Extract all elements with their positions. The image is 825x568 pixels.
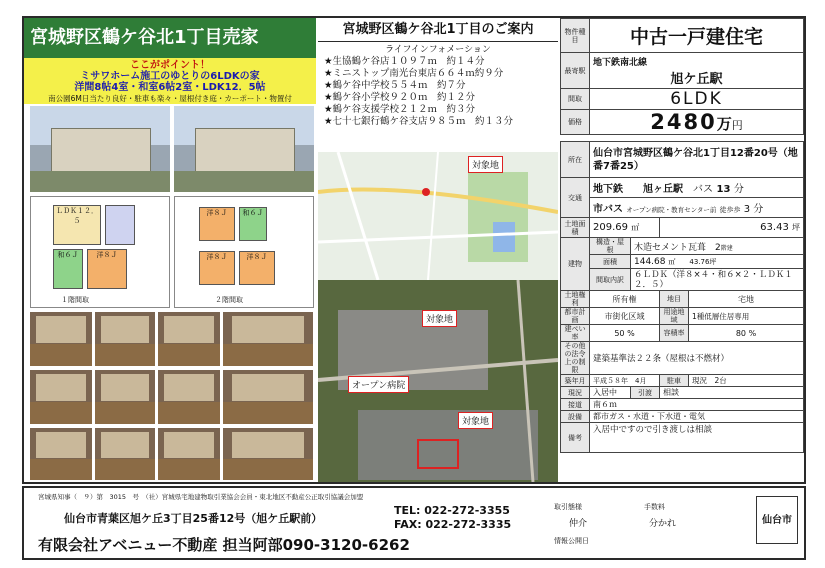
coverage-unit: % — [627, 328, 635, 338]
property-spec-panel — [560, 18, 804, 482]
label-structure: 構造・屋根 — [590, 238, 631, 255]
aerial-photo — [318, 280, 558, 482]
room-yoma-2f-1: 洋８Ｊ — [199, 207, 235, 241]
land-value: 209.69 — [593, 222, 628, 233]
interior-photo — [223, 312, 313, 366]
fee-value: 分かれ — [649, 519, 677, 529]
highlight-line1: ミサワホーム施工のゆとりの6LDKの家 — [80, 71, 260, 82]
floorplan-caption-1: １階間取 — [61, 296, 89, 304]
street-map — [318, 152, 558, 280]
traffic1-a: 地下鉄 — [593, 184, 623, 195]
deal-label: 取引態様 — [554, 503, 582, 511]
map-target-tag: 対象地 — [468, 156, 503, 173]
company-address: 仙台市青葉区旭ケ丘3丁目25番12号（旭ケ丘駅前） — [64, 512, 323, 525]
interior-photo — [223, 428, 313, 480]
guide-title: 宮城野区鶴ケ谷北1丁目のご案内 — [318, 18, 558, 42]
rooms-value: ６ＬＤＫ（洋８×４・和６×２・ＬＤＫ１２．５） — [631, 269, 804, 291]
page-title: 宮城野区鶴ケ谷北1丁目売家 — [24, 18, 316, 58]
life-heading: ライフインフォメーション — [385, 45, 491, 55]
land-unit: ㎡ — [631, 223, 640, 232]
life-item: ★鶴ケ谷支援学校２１２ｍ 約３分 — [324, 104, 476, 115]
aerial-target-tag-2: 対象地 — [458, 412, 493, 429]
regulation-value: 建築基準法２２条（屋根は不燃材） — [590, 342, 804, 375]
label-landcat: 地目 — [660, 291, 689, 308]
traffic2-d: 3 — [743, 204, 751, 215]
fee-label: 手数料 — [644, 503, 665, 511]
aerial-target-tag: 対象地 — [422, 310, 457, 327]
traffic2-c: 徒歩歩 — [719, 206, 741, 214]
parking-value: 現況 2台 — [689, 375, 804, 387]
line-name: 地下鉄南北線 — [593, 57, 648, 68]
company-name: 有限会社アベニュー不動産 担当阿部090-3120-6262 — [38, 536, 410, 554]
label-coverage: 建ぺい率 — [561, 325, 590, 342]
label-built: 築年月 — [561, 375, 590, 387]
highlight-line2: 洋間8帖4室・和室6帖2室・LDK12．5帖 — [74, 82, 266, 93]
floorplan-2f — [174, 196, 314, 308]
life-item: ★生協鶴ケ谷店１０９７ｍ 約１４分 — [324, 56, 485, 67]
traffic1-d: 13 — [716, 184, 731, 195]
equipment-value: 都市ガス・水道・下水道・電気 — [590, 411, 804, 423]
interior-photo — [95, 312, 155, 366]
floor-area-value: 144.68 — [634, 256, 666, 267]
floorplan-1f — [30, 196, 170, 308]
traffic2-b: オープン病院・教育センター前 — [626, 206, 717, 214]
label-handover: 引渡 — [631, 387, 660, 399]
spec-top-table — [560, 18, 804, 135]
room-ldk: ＬＤＫ１２．５ — [53, 205, 101, 245]
label-far: 容積率 — [660, 325, 689, 342]
label-floor-area: 面積 — [590, 255, 631, 269]
interior-photo — [30, 428, 92, 480]
company-fax: FAX: 022-272-3335 — [394, 518, 512, 531]
label-layout: 間取 — [561, 89, 590, 110]
label-land: 土地面積 — [561, 218, 590, 238]
floors-value: 2 — [715, 242, 721, 253]
highlight-box — [24, 58, 316, 104]
label-station: 最寄駅 — [561, 53, 590, 89]
room-washitsu: 和６Ｊ — [53, 249, 83, 289]
landcat-value: 宅地 — [689, 291, 804, 308]
status-value: 入居中 — [590, 387, 631, 399]
room-yoma: 洋８Ｊ — [87, 249, 127, 289]
life-item: ★七十七銀行鶴ケ谷支店９８５ｍ 約１３分 — [324, 116, 514, 127]
zone-value: 市街化区域 — [590, 308, 660, 325]
built-month: 4月 — [635, 376, 647, 385]
label-building: 建物 — [561, 238, 590, 291]
layout-value: 6LDK — [590, 89, 804, 110]
far-value: 80 — [735, 328, 747, 338]
traffic1-c: バス — [693, 184, 713, 195]
interior-photo — [158, 312, 220, 366]
room-yoma-2f-3: 洋８Ｊ — [239, 251, 275, 285]
label-type: 物件種目 — [561, 19, 590, 53]
station-name: 旭ケ丘駅 — [670, 71, 723, 87]
label-regulation: その他の法令上の制限 — [561, 342, 590, 375]
label-rooms: 間取内訳 — [590, 269, 631, 291]
traffic2-e: 分 — [753, 204, 764, 215]
far-unit: % — [748, 328, 757, 338]
traffic1-e: 分 — [733, 184, 744, 195]
spec-detail-table — [560, 141, 804, 453]
interior-photo — [30, 370, 92, 424]
traffic2-a: 市バス — [593, 204, 623, 215]
interior-photo — [30, 312, 92, 366]
label-parking: 駐車 — [660, 375, 689, 387]
company-tel: TEL: 022-272-3355 — [394, 504, 510, 517]
coverage-value: 50 — [614, 328, 625, 338]
room-bath — [105, 205, 135, 245]
land-tsubo-unit: 坪 — [792, 223, 800, 232]
floorplan-caption-2: ２階間取 — [215, 296, 243, 304]
interior-photo — [158, 370, 220, 424]
interior-photo — [223, 370, 313, 424]
rights-value: 所有権 — [590, 291, 660, 308]
exterior-photo-1 — [30, 106, 170, 192]
price-unit-man: 万 — [716, 115, 732, 133]
traffic1-b: 旭ヶ丘駅 — [643, 184, 683, 195]
map-roads — [318, 152, 558, 280]
exterior-photo-2 — [174, 106, 314, 192]
life-item: ★鶴ケ谷中学校５５４ｍ 約７分 — [324, 80, 466, 91]
life-item: ★ミニストップ南光台東店６６４ｍ約９分 — [324, 68, 504, 79]
floors-unit: 階建 — [720, 244, 733, 252]
frontroad-value: 南６ｍ — [590, 399, 804, 411]
highlight-line3: 南公園6M日当たり良好・駐車も楽々・屋根付き庭・カーポート・物置付 — [48, 94, 292, 103]
label-frontroad: 接道 — [561, 399, 590, 411]
label-location: 所在 — [561, 142, 590, 178]
note-value: 入居中ですので引き渡しは相談 — [590, 423, 804, 453]
label-note: 備考 — [561, 423, 590, 453]
city-badge: 仙台市 — [756, 496, 798, 544]
price-unit-yen: 円 — [731, 119, 743, 132]
life-item: ★鶴ケ谷小学校９２０ｍ 約１２分 — [324, 92, 476, 103]
label-traffic: 交通 — [561, 178, 590, 218]
label-use-zone: 用途地域 — [660, 308, 689, 325]
hospital-tag: オープン病院 — [348, 376, 409, 393]
floor-area-tsubo: ㎡ 43.76坪 — [668, 257, 717, 266]
structure-value: 木造セメント瓦葺 — [634, 242, 707, 253]
life-info — [318, 42, 558, 152]
label-status: 現況 — [561, 387, 590, 399]
label-rights: 土地権利 — [561, 291, 590, 308]
price-value: 2480 — [650, 110, 717, 134]
land-tsubo: 63.43 — [760, 222, 789, 233]
date-label: 情報公開日 — [554, 537, 589, 545]
interior-photo — [95, 428, 155, 480]
deal-value: 仲介 — [569, 519, 588, 529]
property-type: 中古一戸建住宅 — [590, 19, 804, 53]
use-zone-value: 1種低層住居専用 — [689, 308, 804, 325]
highlight-heading: ここがポイント！ — [130, 60, 210, 71]
room-yoma-2f-2: 洋８Ｊ — [199, 251, 235, 285]
built-year: 平成５８年 — [593, 376, 628, 385]
location-value: 仙台市宮城野区鶴ケ谷北1丁目12番20号（地番7番25） — [590, 142, 804, 178]
license-text: 宮城県知事（ ９）第 3015 号 （社）宮城県宅地建物取引業協会会員・東北地区不動産公正取引協議会加盟 — [38, 493, 364, 501]
room-washitsu-2f: 和６Ｊ — [239, 207, 267, 241]
interior-photo — [158, 428, 220, 480]
interior-photo — [95, 370, 155, 424]
label-price: 価格 — [561, 110, 590, 135]
label-zone: 都市計画 — [561, 308, 590, 325]
label-equipment: 設備 — [561, 411, 590, 423]
handover-value: 相談 — [660, 387, 804, 399]
footer — [22, 486, 806, 560]
